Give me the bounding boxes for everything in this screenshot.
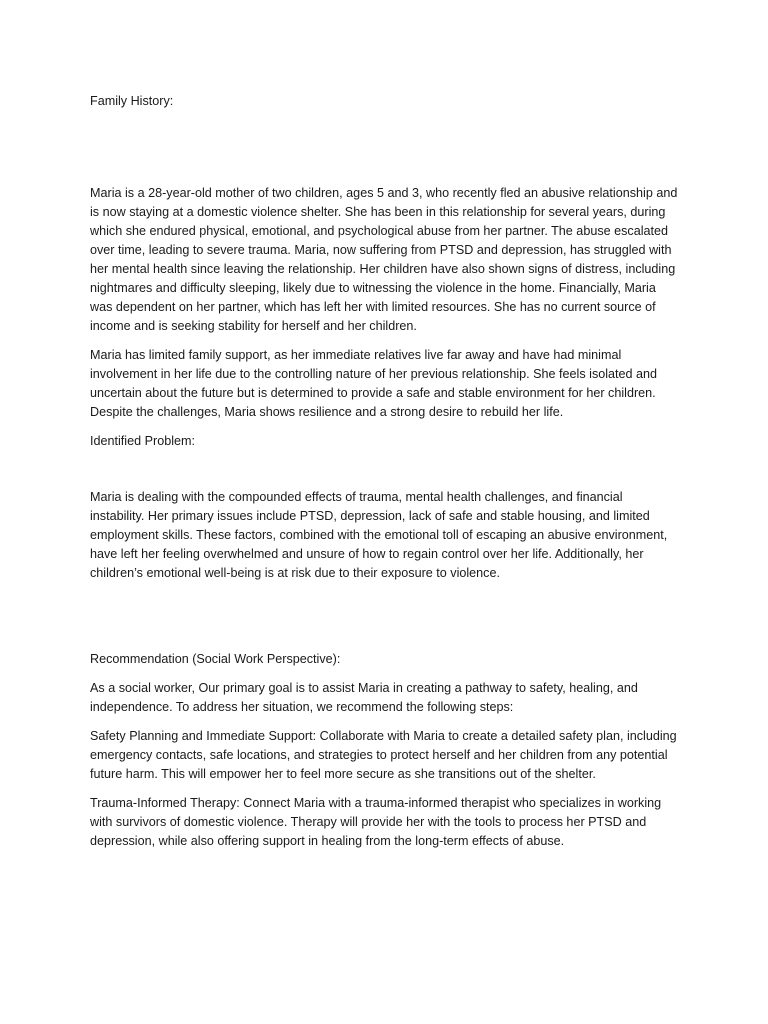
recommendation-step-safety-planning: Safety Planning and Immediate Support: Collaborate with Maria to create a detailed safety plan, including emergency contacts, safe locations, and strategies to protect herself and her children from any potential future harm. This will empower her to feel more secure as she transitions out of the shelter. — [90, 729, 677, 781]
family-history-paragraph-1: Maria is a 28-year-old mother of two children, ages 5 and 3, who recently fled an abusive relationship and is now staying at a domestic violence shelter. She has been in this relationship for several years, during which she endured physical, emotional, and psychological abuse from her partner. The abuse escalated over time, leading to severe trauma. Maria, now suffering from PTSD and depression, has struggled with her mental health since leaving the relationship. Her children have also shown signs of distress, including nightmares and difficulty sleeping, likely due to witnessing the violence in the home. Financially, Maria was dependent on her partner, which has left her with limited resources. She has no current source of income and is seeking stability for herself and her children. — [90, 186, 678, 333]
document-body — [90, 92, 680, 861]
recommendation-heading: Recommendation (Social Work Perspective): — [90, 652, 341, 666]
family-history-paragraph-2: Maria has limited family support, as her immediate relatives live far away and have had minimal involvement in her life due to the controlling nature of her previous relationship. She feels isolated and uncertain about the future but is determined to provide a safe and stable environment for her children. Despite the challenges, Maria shows resilience and a strong desire to rebuild her life. — [90, 348, 658, 419]
family-history-heading: Family History: — [90, 94, 174, 108]
identified-problem-heading: Identified Problem: — [90, 434, 196, 448]
identified-problem-paragraph: Maria is dealing with the compounded effects of trauma, mental health challenges, and financial instability. Her primary issues include PTSD, depression, lack of safe and stable housing, and limited employment skills. These factors, combined with the emotional toll of escaping an abusive environment, have left her feeling overwhelmed and unsure of how to regain control over her life. Additionally, her children’s emotional well-being is at risk due to their exposure to violence. — [90, 490, 668, 580]
recommendation-intro: As a social worker, Our primary goal is to assist Maria in creating a pathway to safety, healing, and independence. To address her situation, we recommend the following steps: — [90, 681, 638, 714]
recommendation-step-trauma-therapy: Trauma-Informed Therapy: Connect Maria with a trauma-informed therapist who specializes in working with survivors of domestic violence. Therapy will provide her with the tools to process her PTSD and depression, while also offering support in healing from the long-term effects of abuse. — [90, 796, 662, 848]
